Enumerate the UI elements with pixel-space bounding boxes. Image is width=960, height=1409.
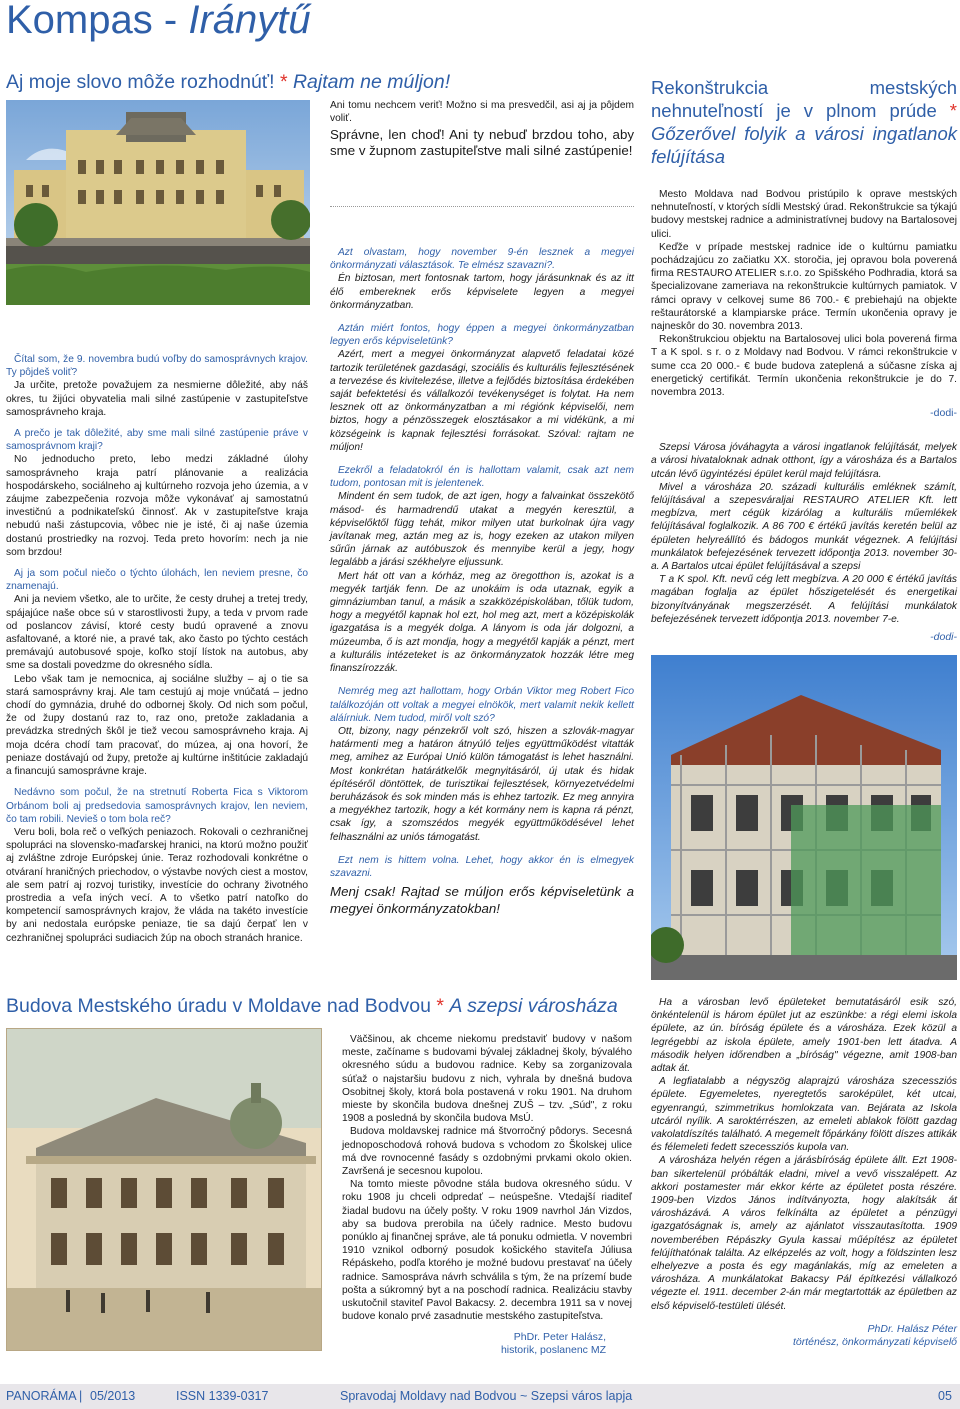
article-paragraph: A prečo je tak dôležité, aby sme mali silné zastúpenie práve v samosprávnom kraji? [6,428,308,453]
footer-issn: ISSN 1339-0317 [176,1389,269,1403]
header-iranytu: Iránytű [188,0,311,42]
author-sk-role: historik, poslanenc MZ [500,1344,606,1357]
bottom-title-sk: Budova Mestského úradu v Moldave nad Bodvou [6,995,431,1017]
article-paragraph: Ha a városban levő épületeket bemutatásáról esik szó, önkéntelenül is három épület jut az eszünkbe: a régi elemi iskola épülete, az ún. bíróság épülete és a városháza. Ezek közül a legrégebbi az iskola épülete, amely 1901-ben lett átadva. A második helyen időrendben a „bíróság" végezne, amit 1908-ban adtak át. [651,997,957,1075]
article-paragraph: A városháza helyén régen a járásbíróság épülete állt. Ezt 1908-ban sikertelenül próbálták eladni, mivel a vevő visszalépett. Az akkori postamester már ekkor kérte az épületet posta részére. 1909-ben Vizdos János indítványozta, hogy alakítsák át városházává. A város felkínálta az épületet a pénzügyi igazgatóságnak is, amely az ajánlatot visszautasította. 1909 novemberében Répászky Gyula kassai műépítész az épületet felújíthatónak találta. Az elképzelés az volt, hogy a földszinten lesz elhelyezve a posta és egy magánlakás, míg az emeleten a városháza. A munkálatokat Bakacsy Pál építkezési vállalkozó végezte el. 1911. december 2-án már megtartották az épületben az első képviselő-testületi ülését. [651,1155,957,1312]
article-paragraph: Mivel a városháza 20. századi kulturális emléknek számít, felújításával a szepesváraljai RESTAURO ATELIER Kft. lett megbízva, mert cégük kizárólag a kulturális műemlékek felújításával foglalkozik. A 86 700 € értékű javítás keretén belül az épületen helyreállító és bádogos munkát végeznek. A felújítási munkálatok befejezésének tervezett időpontja 2013. november 30-a. A Bartalos utcai épület felújításával a szepsi [651,481,957,573]
header-kompas: Kompas [6,0,153,42]
bottom-hu-column [651,996,957,1349]
right-title-sk: Rekonštrukcia mestských nehnuteľností je v plnom prúde [651,77,957,121]
historic-postcard [6,1028,322,1351]
article-paragraph: Väčšinou, ak chceme niekomu predstaviť budovy v našom meste, začíname s budovami bývalej základnej školy, bývalého okresného súdu a budovou radnice. Keby sa zorganizovala súťaž o najstaršiu budovu z nich, vyhrala by dnešná budova Osobitnej školy, ktorá bola postavená v roku 1901. Na druhom mieste by skončila budova dnešnej ZUŠ – tzv. „Súd", z roku 1908 a posledná by skončila budova MsÚ. [342,1034,632,1125]
left-title-sk: Aj moje slovo môže rozhodnúť! [6,71,275,93]
article-paragraph: Szepsi Városa jóváhagyta a városi ingatlanok felújítását, melyek a városi hivataloknak adnak otthont, így a városháza és a Bartalos utcán lévő ügyintézési épület kerül majd felújításra. [651,442,957,480]
article-paragraph: Ani ja neviem všetko, ale to určite, že cesty druhej a tretej tredy, spájajúce naše obce sú v starostlivosti župy, a teda v prvom rade od poslancov závisí, ktoré cesty budú opravené a znovu asfaltované, a ktoré nie, a pravé tak, ako často po týchto cestách premávajú autobusové spoje, koľko stojí lístok na autobus, aby sme sa dostali povedzme do okresného sídla. [6,594,308,672]
article-paragraph: Mert hát ott van a kórház, meg az öregotthon is, azokat is a megyék tartják fenn. De az unokáim is oda utaznak, egyik a gimnáziumban tanul, a másik a szakközépiskolában, tőlük tudom, hogy a megyétől kapnak hol ezt, hol meg azt, mert a középiskolák igazgatása is a megyék dolga. A lányom is oda jár dolgozni, a múzeumba, ő is azt mondja, hogy a megyétől kapják a pénzt, mert a kulturális intézeteket is az önkormányzatok hozzák létre meg finanszírozzák. [330,570,634,675]
right-signature-1: -dodi- [930,407,957,420]
article-paragraph: Ott, bizony, nagy pénzekről volt szó, hiszen a szlovák-magyar határmenti meg a határon átnyúló teljes együttműködést vitatták meg, amihez az Európai Unió külön támogatást is lehet használni. Most konkrétan határátkelők megnyitásáról, új utak és hidak építéséről döntöttek, de turisztikai fejlesztések, környezetvédelmi beruházások és sok minden más is ehhez tartozik. Ez meg annyira a megyékhez tartozik, hogy a két kormány nem is kapna rá pénzt, csak így, a szomszédos megyék együttműködésével lehet felhasználni az uniós támogatást. [330,725,634,843]
article-paragraph: Ja určite, pretože považujem za nesmierne dôležité, aby náš okres, tu žijúci obyvatelia mali silné zastúpenie v zastupiteľstve samosprávneho kraja. [6,380,308,418]
article-paragraph: Rekonštrukciou objektu na Bartalosovej ulici bola poverená firma T a K spol. s r. o z Moldavy nad Bodvou. V rámci rekonštrukcie v sume cca 20 000.- € bude budova zateplená a súčasne získa aj energetický certifikát. Termín ukončenia rekonštrukcie je do 7. novembra 2013. [651,334,957,399]
middle-closing: Menj csak! Rajtad se múljon erős képviseletünk a megyei önkormányzatokban! [330,884,634,916]
star-icon: * [949,100,957,121]
right-signature-2: -dodi- [930,631,957,644]
article-paragraph: T a K spol. Kft. nevű cég lett megbízva. A 20 000 € értékű javítás magában foglalja az épület hőszigetelését és energetikai bizonyítványának megszerzését. A felújítási munkálatok befejezésének tervezett időpontja 2013. november 7-e. [651,574,957,625]
star-icon: * [436,995,444,1017]
bottom-article-title [6,994,618,1018]
page-number: 05 [938,1389,952,1403]
page-header [6,0,311,44]
footer-separator: | [79,1389,83,1403]
article-paragraph: Aztán miért fontos, hogy éppen a megyei önkormányzatban legyen erős képviseletünk? [330,323,634,348]
article-paragraph: Na tomto mieste pôvodne stála budova okresného súdu. V roku 1908 ju chceli odpredať – neúspešne. Vtedajší riaditeľ žiadal budovu na účely pošty. V roku 1909 navrhol Ján Vizdos, aby sa budova prerobila na účely radnice. Mesto budovu ponúklo aj finančnej správe, ale tá ponuku odmietla. V novembri 1910 vznikol odborný posudok košického staviteľa Júliusa Répáskeho, podľa ktorého je možné budovu prestavať na účely radnice. Samospráva návrh schválila s tým, že na prízemí bude pošta a súkromný byt a na poschodí radnica. Realizáciu stavby uskutočnil staviteľ Pavol Bakacsy. 2. decembra 1911 sa v novej budove konalo prvé zasadnutie mestského zastupiteľstva. [342,1179,632,1323]
article-paragraph: Ezt nem is hittem volna. Lehet, hogy akkor én is elmegyek szavazni. [330,854,634,879]
right-column-text [651,188,957,643]
article-paragraph: Azért, mert a megyei önkormányzat alapvető feladatai közé tartozik területének gazdasági, szociális és kulturális fejlesztésének a tervezése és kivitelezése, illetve a fejlődés biztosítása érdekében saját befektetési és vállalkozói tevékenységet is folytat. Ha nem lesznek ott az önkormányzatban a mi régiónk képviselői, nem biztos, hogy a pénzösszegek elosztásakor a mi vidékünk, a mi községeink is kapnak fejlesztési forrásokat. Szóval: rajtam ne múljon! [330,349,634,453]
middle-highlight: Správne, len choď! Ani ty nebuď brzdou toho, aby sme v župnom zastupiteľstve mali silné zastúpenie! [330,127,634,159]
right-title-hu: Gőzerővel folyik a városi ingatlanok felújítása [651,123,957,167]
middle-intro: Ani tomu nechcem veriť! Možno si ma presvedčil, asi aj ja pôjdem voliť. [330,100,634,125]
article-paragraph: Ezekről a feladatokról én is hallottam valamit, csak azt nem tudom, pontosan mit is jelentenek. [330,465,634,490]
article-paragraph: Mindent én sem tudok, de azt igen, hogy a falvainkat összekötő másod- és harmadrendű utakat a megyén keresztül, a képviselőktől függ tehát, mikor milyen utat burkolnak újra vagy javítanak meg, aztán meg az is, hogy ezeken az utakon milyen sűrűn járnak az autóbuszok és mennyibe kerül a jegy, hogy legalább a járási székhelyre eljussunk. [330,491,634,569]
article-paragraph: Budova moldavskej radnice má štvorročný pôdorys. Secesná jednoposchodová rohová budova s vchodom zo Školskej ulice má dve rovnocenné fasády s ozdobnými prvkami okolo okien. Završená je secesnou kupolou. [342,1126,632,1178]
middle-column [330,99,634,159]
left-column-text [6,345,308,945]
right-article-title [651,76,957,168]
footer-issue: 05/2013 [90,1389,136,1403]
footer-panorama: PANORÁMA [6,1389,77,1403]
article-paragraph: Nedávno som počul, že na stretnutí Roberta Fica s Viktorom Orbánom boli aj predsedovia samosprávnych krajov, len neviem, čo tam robili. Nevieš o tom bola reč? [6,787,308,825]
bottom-sk-column [342,1033,632,1357]
city-hall-photo [6,100,310,305]
middle-divider [330,206,634,207]
footer-bar [0,1384,960,1409]
article-paragraph: Aj ja som počul niečo o týchto úlohách, len neviem presne, čo znamenajú. [6,568,308,593]
article-paragraph: Veru boli, bola reč o veľkých peniazoch. Rokovali o cezhraničnej spolupráci na slovensko-maďarskej hranici, na ktorú možno použiť aj zvláštne zdroje Európskej únie. Teraz rozhodovali konkrétne o otváraní hraničných priechodov, o výstavbe nových ciest a mostov, ale sem patrí aj rozvoj turistiky, investície do ochrany životného prostredia a veľa iných vecí. A to všetko patrí natoľko do kompetencií samosprávnych krajov, že vláda na takéto investície by ani nedostala európske peniaze, tie sa dajú čerpať len v cezhraničnej spolupráci sudiacich žúp na oboch stranách hranice. [6,826,308,944]
left-article-title [6,70,450,94]
star-icon: * [279,71,288,93]
article-paragraph: A legfiatalabb a négyszög alaprajzú városháza szecessziós épülete. Egyemeletes, nyeregtetős saroképület, két utcai, egyenrangú, szimmetrikus homlokzata van. Bejárata az Iskola utcáról nyílik. A saroktérrészen, az emeleti ablakok fölött gazdag vakolatdíszítés található. A megemelt főpárkány fölött díszes attikák és félemeleti fedett szecessziós kupola van. [651,1076,957,1154]
article-paragraph: No jednoducho preto, lebo medzi základné úlohy samosprávneho kraja patrí plánovanie a realizácia hospodárskeho, sociálneho aj kultúrneho rozvoja jeho územia, a v záujme zabezpečenia rozvoja môže vykonávať aj samostatnú investičnú a podnikateľskú činnosť. Ak v zastupiteľstve kraja nebudú naši zástupcovia, vôbec nie je isté, či aj naše územia dostanú prostriedky na rozvoj. Teda preto hovorím: nech ja nie som brzdou! [6,454,308,558]
bottom-title-hu: A szepsi városháza [449,995,618,1017]
author-hu-name: PhDr. Halász Péter [867,1322,957,1335]
article-paragraph: Nemrég meg azt hallottam, hogy Orbán Viktor meg Robert Fico találkozóján ott voltak a megyei elnökök, mert valamit nekik kellett aláírniuk. Nem tudod, miről volt szó? [330,686,634,724]
article-paragraph: Čítal som, že 9. novembra budú voľby do samosprávnych krajov. Ty pôjdeš voliť? [6,354,308,379]
article-paragraph: Azt olvastam, hogy november 9-én lesznek a megyei önkormányzati választások. Te elmész szavazni?. [330,247,634,272]
article-paragraph: Lebo však tam je nemocnica, aj sociálne služby – aj o tie sa stará samosprávny kraj. Ale tam cestujú aj moje vnúčatá – jedno chodí do gymnázia, druhé do odbornej školy. Od nich som počul, že od župy dostanú raz to, raz ono, pretože zakladania a prevádzka stredných škôl je tiež vecou samosprávneho kraja. Aj moja dcéra chodí tam pracovať, do múzea, aj ona hovorí, že peniaze dostávajú od župy, pretože aj kultúrne inštitúcie zakladajú a financujú samosprávne kraje. [6,673,308,778]
footer-title: Spravodaj Moldavy nad Bodvou ~ Szepsi város lapja [340,1389,633,1403]
header-dash: - [163,0,178,42]
article-paragraph: Keďže v prípade mestskej radnice ide o kultúrnu pamiatku pochádzajúcu zo začiatku XX. storočia, jej opravou bola poverená firma RESTAURO ATELIER s.r.o. zo Spišského Podhradia, ktorá sa špecializovane zameriava na rekonštrukcie kultúrnych pamiatok. V rámci opravy v celkovej sume 86 700.- € prebiehajú na objekte reštaurátorské a klampiarske práce. Termín ukončenia opravy je najneskôr do 30. novembra 2013. [651,241,957,333]
author-sk-name: PhDr. Peter Halász, [513,1331,606,1344]
middle-column-hu [330,236,634,917]
article-paragraph: Mesto Moldava nad Bodvou pristúpilo k oprave mestských nehnuteľností, v ktorých sídli Mestský úrad. Rekonštrukcie sa týkajú budovy mestskej radnice a administratívnej budovy na Bartalosovej ulici. [651,189,957,240]
author-hu-role: történész, önkormányzati képviselő [793,1335,957,1348]
article-paragraph: Én biztosan, mert fontosnak tartom, hogy járásunknak és az itt élő embereknek erős képviselete legyen a megyei önkormányzatban. [330,273,634,311]
left-title-hu: Rajtam ne múljon! [292,71,451,93]
renovation-photo [651,655,957,980]
